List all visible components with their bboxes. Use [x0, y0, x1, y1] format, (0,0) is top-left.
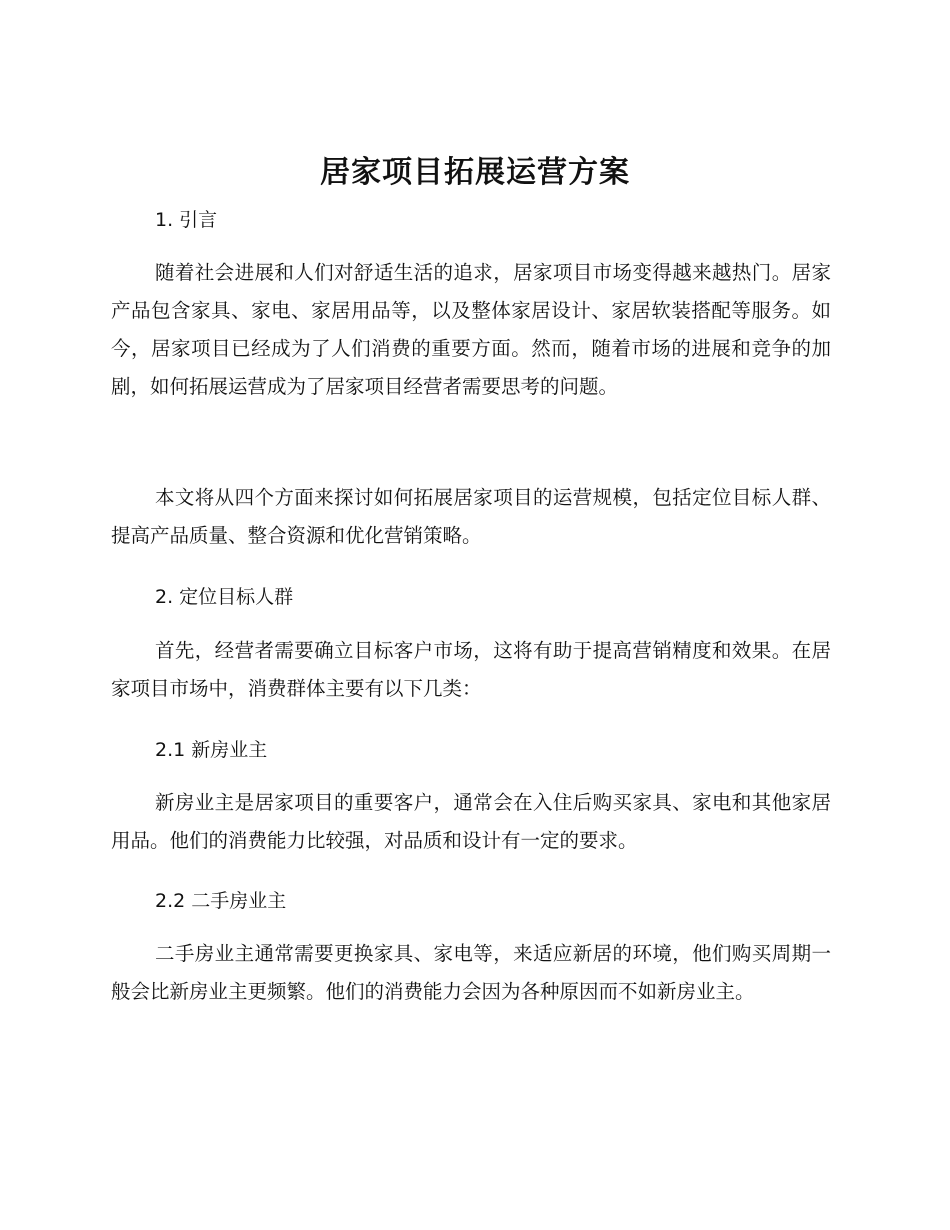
paragraph-target-audience: 首先，经营者需要确立目标客户市场，这将有助于提高营销精度和效果。在居家项目市场中，消费群体主要有以下几类：: [111, 639, 831, 700]
section-heading-target-audience: 2. 定位目标人群: [155, 586, 294, 608]
paragraph-intro-1: 随着社会进展和人们对舒适生活的追求，居家项目市场变得越来越热门。居家产品包含家具、家电、家居用品等，以及整体家居设计、家居软装搭配等服务。如今，居家项目已经成为了人们消费的重要方面。然而，随着市场的进展和竞争的加剧，如何拓展运营成为了居家项目经营者需要思考的问题。: [111, 261, 831, 398]
section-heading-new-homeowners: 2.1 新房业主: [155, 739, 268, 761]
paragraph-second-hand-homeowners: 二手房业主通常需要更换家具、家电等，来适应新居的环境，他们购买周期一般会比新房业主更频繁。他们的消费能力会因为各种原因而不如新房业主。: [111, 942, 831, 1003]
section-heading-second-hand-homeowners: 2.2 二手房业主: [155, 890, 287, 912]
document-title: 居家项目拓展运营方案: [320, 155, 630, 190]
paragraph-new-homeowners: 新房业主是居家项目的重要客户，通常会在入住后购买家具、家电和其他家居用品。他们的消费能力比较强，对品质和设计有一定的要求。: [111, 791, 831, 852]
section-heading-intro: 1. 引言: [155, 209, 218, 231]
paragraph-intro-2: 本文将从四个方面来探讨如何拓展居家项目的运营规模，包括定位目标人群、提高产品质量、整合资源和优化营销策略。: [111, 486, 831, 547]
